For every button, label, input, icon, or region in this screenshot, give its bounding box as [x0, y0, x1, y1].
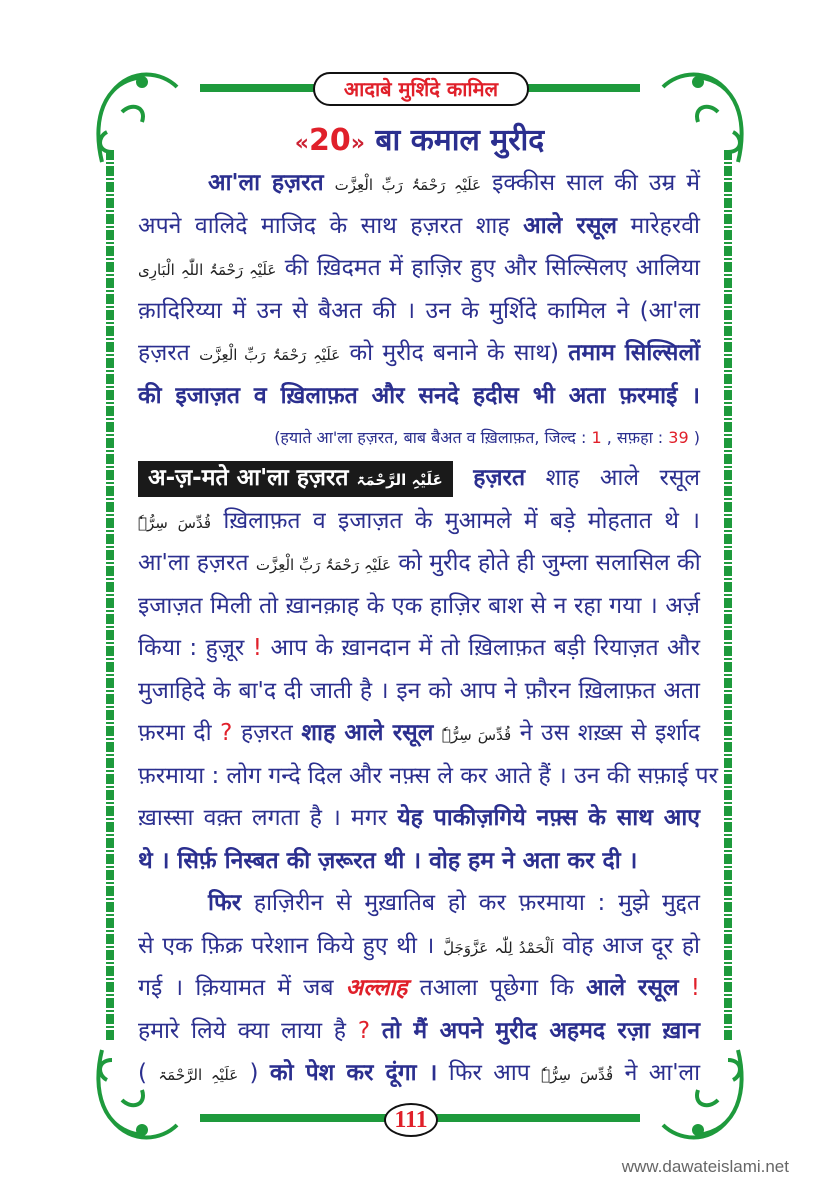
text-segment: को मुरीद होते ही जुम्ला सलासिल की	[398, 550, 701, 576]
border-right	[724, 150, 732, 1040]
text-line	[138, 967, 700, 1010]
citation	[138, 417, 700, 457]
text-segment: इक्कीस साल की उम्र में	[492, 170, 701, 196]
arabic-honorific: قُدِّسَ سِرُّہٗ	[138, 513, 212, 532]
arabic-honorific: عَلَیْہِ الرَّحْمَۃ	[356, 471, 443, 489]
text-segment: (	[138, 1060, 147, 1086]
text-segment: किया : हुज़ूर	[138, 635, 245, 661]
text-segment: फिर आप	[448, 1060, 530, 1086]
ornament-bracket-right: »	[350, 131, 365, 156]
text-segment: गई । क़ियामत में जब	[138, 975, 334, 1001]
text-segment: इजाज़त मिली तो ख़ानक़ाह के एक हाज़िर बाश से न रहा गया । अर्ज़	[138, 592, 700, 619]
subheading-box	[138, 461, 453, 497]
arabic-honorific: عَلَیْہِ رَحْمَۃُ رَبِّ الْعِزَّت	[199, 346, 341, 364]
arabic-honorific: عَلَیْہِ رَحْمَۃُ رَبِّ الْعِزَّت	[334, 176, 482, 194]
text-segment: ?	[220, 720, 233, 746]
text-segment: अपने वालिदे माजिद के साथ हज़रत शाह	[138, 212, 510, 239]
text-segment: ने उस शख़्स से इर्शाद	[519, 720, 701, 746]
text-line	[138, 712, 700, 755]
text-line	[138, 1052, 700, 1095]
text-line	[138, 797, 700, 840]
bold-text: तो मैं अपने मुरीद अहमद रज़ा ख़ान	[381, 1017, 701, 1044]
bold-text: तमाम सिल्सिलों	[568, 340, 701, 366]
text-segment: हज़रत	[138, 340, 190, 366]
subheading-text: अ-ज़-मते आ'ला हज़रत	[148, 465, 349, 491]
text-segment: )	[693, 428, 700, 447]
text-line	[138, 457, 700, 500]
ornament-bracket-left: «	[294, 131, 309, 156]
text-segment: अल्लाह	[345, 975, 408, 1001]
text-segment: फ़रमाया : लोग गन्दे दिल और नफ़्स ले कर आते हैं । उन की सफ़ाई पर	[138, 762, 719, 789]
text-line	[138, 840, 700, 883]
bold-text: फिर	[208, 890, 242, 916]
arabic-honorific: قُدِّسَ سِرُّہٗ	[541, 1066, 614, 1084]
book-title-header: आदाबे मुर्शिदे कामिल	[313, 72, 529, 106]
text-segment: मुजाहिदे के बा'द दी जाती है । इन को आप ने फ़ौरन ख़िलाफ़त अता	[138, 677, 700, 704]
text-segment: मारेहरवी	[630, 212, 701, 239]
bold-text: को पेश कर दूंगा ।	[269, 1060, 438, 1086]
text-line	[138, 670, 700, 713]
text-segment: 39	[668, 428, 689, 447]
bold-text: येह पाकीज़गिये नफ़्स के साथ आए	[397, 805, 701, 831]
text-segment: , सफ़हा :	[606, 428, 664, 447]
bold-text: की इजाज़त व ख़िलाफ़त और सनदे हदीस भी अता फ़रमाई ।	[138, 382, 700, 409]
text-segment: !	[690, 975, 701, 1001]
text-line	[138, 290, 700, 333]
text-line	[138, 542, 700, 585]
text-segment: ?	[357, 1017, 371, 1044]
text-segment: की ख़िदमत में हाज़िर हुए और सिल्सिलए आलिया	[284, 255, 700, 281]
text-segment: हाज़िरीन से मुख़ातिब हो कर फ़रमाया : मुझे मुद्दत	[253, 890, 700, 916]
section-heading	[0, 118, 839, 159]
bold-text: हज़रत	[473, 465, 526, 491]
text-line	[138, 925, 700, 968]
text-segment: फ़रमा दी	[138, 720, 212, 746]
text-segment: (हयाते आ'ला हज़रत, बाब बैअत व ख़िलाफ़त, जिल्द :	[274, 428, 587, 447]
text-line	[138, 247, 700, 290]
text-line	[138, 162, 700, 205]
text-segment: ने आ'ला	[624, 1060, 701, 1086]
website-url[interactable]: www.dawateislami.net	[621, 1157, 789, 1176]
text-segment: ख़ास्सा वक़्त लगता है । मगर	[138, 805, 388, 831]
arabic-honorific: اَلْحَمْدُ لِلّٰہ عَزَّوَجَلَّ	[443, 938, 554, 957]
arabic-honorific: عَلَیْہِ رَحْمَۃُ اللّٰہِ الْبَارِی	[138, 261, 277, 279]
text-segment: वोह आज दूर हो	[562, 932, 701, 959]
bold-text: आले रसूल	[586, 975, 679, 1001]
text-segment: तआला पूछेगा कि	[419, 975, 574, 1001]
body-text	[138, 162, 719, 1095]
text-line	[138, 332, 700, 375]
text-line	[138, 585, 700, 628]
bold-text: शाह आले रसूल	[301, 720, 434, 746]
arabic-honorific: قُدِّسَ سِرُّہٗ	[441, 726, 512, 744]
text-segment: ख़िलाफ़त व इजाज़त के मुआमले में बड़े मोहतात थे ।	[223, 507, 700, 534]
text-line	[138, 1010, 700, 1053]
bold-text: आले रसूल	[523, 212, 617, 239]
bold-text: थे । सिर्फ़ निस्बत की ज़रूरत थी । वोह हम ने अता कर दी ।	[138, 847, 638, 874]
text-segment: हज़रत	[240, 720, 293, 746]
text-segment: आप के ख़ानदान में तो ख़िलाफ़त बड़ी रियाज़त और	[270, 635, 700, 661]
text-segment: )	[249, 1060, 259, 1086]
text-segment: क़ादिरिय्या में उन से बैअत की । उन के मुर्शिदे कामिल ने (आ'ला	[138, 297, 700, 324]
text-segment: आ'ला हज़रत	[138, 550, 249, 576]
arabic-honorific: عَلَیْہِ رَحْمَۃُ رَبِّ الْعِزَّت	[255, 556, 392, 574]
border-left	[106, 150, 114, 1040]
text-segment: !	[252, 635, 262, 661]
text-line	[138, 755, 719, 798]
arabic-honorific: عَلَیْہِ الرَّحْمَۃ	[158, 1066, 239, 1084]
page-number: 111	[384, 1103, 438, 1137]
text-line	[138, 882, 700, 925]
text-segment: से एक फ़िक्र परेशान किये हुए थी ।	[138, 932, 435, 959]
text-line	[138, 500, 700, 543]
section-number: 20	[309, 123, 351, 158]
text-segment: शाह आले रसूल	[545, 465, 700, 491]
text-segment: को मुरीद बनाने के साथ)	[349, 340, 559, 366]
bold-text: आ'ला हज़रत	[208, 170, 324, 196]
text-segment: हमारे लिये क्या लाया है	[138, 1017, 347, 1044]
text-segment: 1	[591, 428, 602, 447]
section-title: बा कमाल मुरीद	[375, 123, 545, 158]
text-line	[138, 627, 700, 670]
text-line	[138, 205, 700, 248]
text-line	[138, 375, 700, 418]
